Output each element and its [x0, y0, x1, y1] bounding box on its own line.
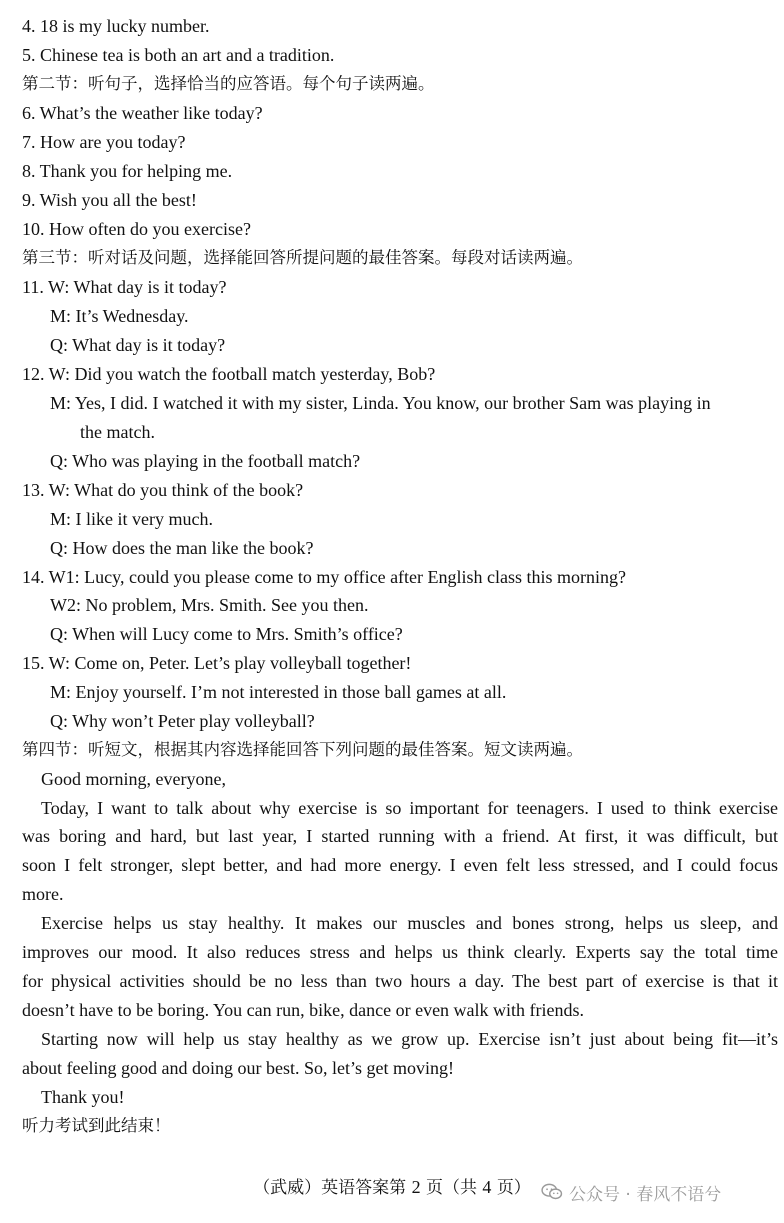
passage-line: Exercise helps us stay healthy. It makes our muscles and bones strong, helps us sleep, and	[41, 913, 778, 933]
transcript-line: 7. How are you today?	[22, 132, 186, 152]
transcript-line: M: Enjoy yourself. I’m not interested in those ball games at all.	[50, 682, 507, 702]
transcript-line: Q: Why won’t Peter play volleyball?	[50, 711, 315, 731]
wechat-watermark	[535, 1178, 727, 1206]
section-heading: 第四节：听短文，根据其内容选择能回答下列问题的最佳答案。短文读两遍。	[22, 740, 583, 759]
footer-prefix: （武威）英语答案第	[253, 1178, 407, 1198]
transcript-line: 11. W: What day is it today?	[22, 277, 227, 297]
passage-line: more.	[22, 884, 64, 904]
footer-page-number: 2	[411, 1177, 421, 1197]
footer-mid: 页（共	[426, 1178, 477, 1198]
transcript-line: 8. Thank you for helping me.	[22, 161, 233, 181]
transcript-line: 10. How often do you exercise?	[22, 219, 251, 239]
transcript-line: 12. W: Did you watch the football match yesterday, Bob?	[22, 364, 436, 384]
transcript-line: 9. Wish you all the best!	[22, 190, 197, 210]
transcript-line: 13. W: What do you think of the book?	[22, 480, 304, 500]
transcript-line: M: I like it very much.	[50, 509, 213, 529]
passage-line: improves our mood. It also reduces stress and helps us think clearly. Experts say the total time	[22, 942, 778, 962]
passage-line: soon I felt stronger, slept better, and had more energy. I even felt less stressed, and I could focus	[22, 855, 778, 875]
transcript-line: 6. What’s the weather like today?	[22, 103, 263, 123]
wechat-icon	[541, 1183, 563, 1201]
closing-line: 听力考试到此结束！	[22, 1116, 171, 1135]
section-heading: 第二节：听句子，选择恰当的应答语。每个句子读两遍。	[22, 74, 435, 93]
transcript-line: M: Yes, I did. I watched it with my sister, Linda. You know, our brother Sam was playing in	[50, 393, 711, 413]
footer-total-pages: 4	[482, 1177, 492, 1197]
passage-line: Starting now will help us stay healthy as we grow up. Exercise isn’t just about being fit—it’s	[41, 1029, 778, 1049]
transcript-line: 14. W1: Lucy, could you please come to my office after English class this morning?	[22, 567, 627, 587]
transcript-line: Q: What day is it today?	[50, 335, 226, 355]
transcript-line: Q: When will Lucy come to Mrs. Smith’s office?	[50, 624, 403, 644]
passage-line: for physical activities should be no less than two hours a day. The best part of exercise is that it	[22, 971, 778, 991]
transcript-line: 15. W: Come on, Peter. Let’s play volleyball together!	[22, 653, 412, 673]
passage-line: Thank you!	[41, 1087, 125, 1107]
passage-line: doesn’t have to be boring. You can run, bike, dance or even walk with friends.	[22, 1000, 585, 1020]
transcript-line: 5. Chinese tea is both an art and a tradition.	[22, 45, 335, 65]
transcript-line: Q: Who was playing in the football match?	[50, 451, 361, 471]
watermark-label: 公众号 · 春风不语兮	[569, 1184, 722, 1205]
passage-line: Good morning, everyone,	[41, 769, 226, 789]
transcript-line: 4. 18 is my lucky number.	[22, 16, 210, 36]
passage-line: about feeling good and doing our best. So, let’s get moving!	[22, 1058, 454, 1078]
section-heading: 第三节：听对话及问题，选择能回答所提问题的最佳答案。每段对话读两遍。	[22, 248, 583, 267]
transcript-line: Q: How does the man like the book?	[50, 538, 314, 558]
transcript-line: W2: No problem, Mrs. Smith. See you then.	[50, 595, 369, 615]
passage-line: Today, I want to talk about why exercise is so important for teenagers. I used to think exercise	[41, 798, 778, 818]
footer-suffix: 页）	[496, 1178, 531, 1198]
transcript-line: the match.	[80, 422, 155, 442]
passage-line: was boring and hard, but last year, I started running with a friend. At first, it was difficult, but	[22, 826, 778, 846]
transcript-line: M: It’s Wednesday.	[50, 306, 189, 326]
